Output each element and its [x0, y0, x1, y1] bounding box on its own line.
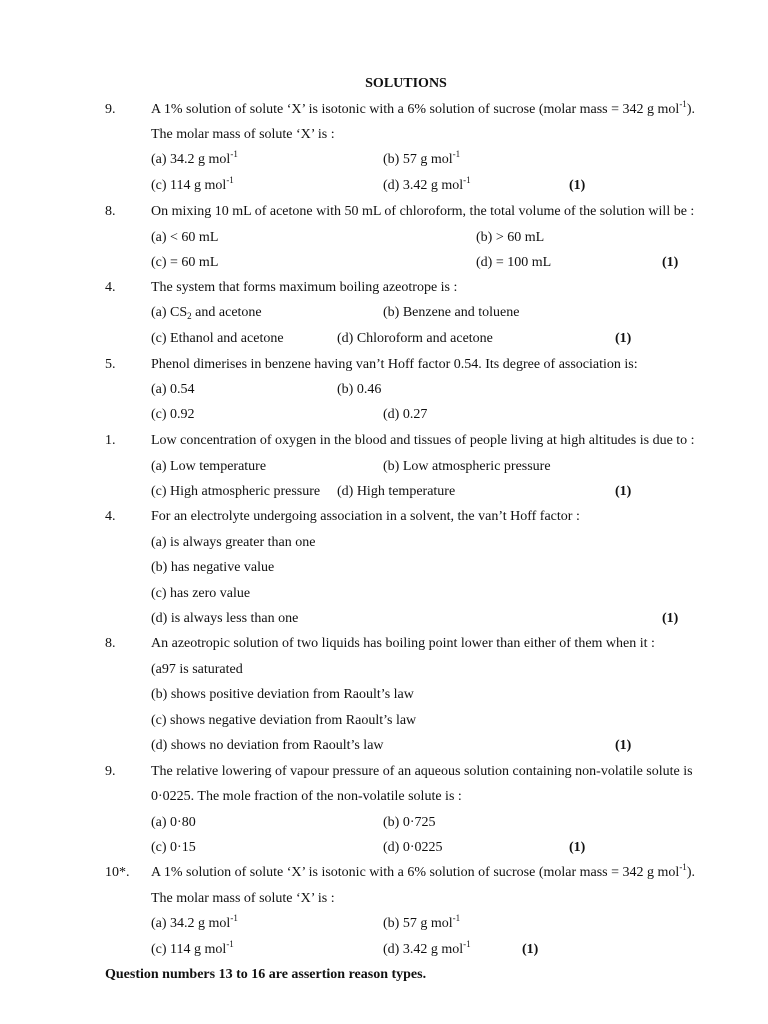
option-d: (d) 0.27: [383, 407, 428, 422]
option-c: (c) 114 g mol$^{-1}$: [151, 175, 234, 193]
question-number: 10*.: [105, 865, 130, 880]
question-number: 8.: [105, 636, 116, 651]
option-a: (a97 is saturated: [151, 662, 243, 677]
option-d: (d) 3.42 g mol$^{-1}$: [383, 175, 471, 193]
option-b: (b) 57 g mol$^{-1}$: [383, 149, 461, 167]
option-d: (d) = 100 mL: [476, 255, 552, 270]
option-a: (a) $CS_2$ and acetone: [151, 305, 262, 321]
question-number: 9.: [105, 102, 116, 117]
marks: (1): [662, 611, 679, 626]
marks: (1): [569, 178, 586, 193]
question-stem-continued: 0·0225. The mole fraction of the non-volatile solute is :: [151, 789, 462, 804]
option-b: (b) has negative value: [151, 560, 275, 575]
option-a: (a) is always greater than one: [151, 535, 316, 550]
marks: (1): [615, 331, 632, 346]
option-b: (b) 0·725: [383, 815, 436, 830]
section-note: Question numbers 13 to 16 are assertion reason types.: [105, 967, 427, 982]
question-stem: Low concentration of oxygen in the blood and tissues of people living at high altitudes is due to :: [151, 433, 695, 448]
option-a: (a) 34.2 g mol$^{-1}$: [151, 913, 238, 931]
question-number: 1.: [105, 433, 116, 448]
question-stem-continued: The molar mass of solute ‘X’ is :: [151, 127, 335, 142]
marks: (1): [615, 484, 632, 499]
option-b: (b) Low atmospheric pressure: [383, 459, 551, 474]
option-d: (d) High temperature: [337, 484, 456, 499]
option-b: (b) Benzene and toluene: [383, 305, 520, 320]
marks: (1): [522, 942, 539, 957]
option-b: (b) 57 g mol$^{-1}$: [383, 913, 461, 931]
question-stem: For an electrolyte undergoing association in a solvent, the van’t Hoff factor :: [151, 509, 580, 524]
page-title: SOLUTIONS: [365, 76, 447, 91]
option-b: (b) > 60 mL: [476, 230, 545, 245]
marks: (1): [569, 840, 586, 855]
option-c: (c) = 60 mL: [151, 255, 219, 270]
option-c: (c) 0·15: [151, 840, 196, 855]
option-a: (a) 0.54: [151, 382, 195, 397]
question-number: 4.: [105, 509, 116, 524]
option-c: (c) 114 g mol$^{-1}$: [151, 939, 234, 957]
question-stem: An azeotropic solution of two liquids has boiling point lower than either of them when it :: [151, 636, 655, 651]
option-a: (a) 34.2 g mol$^{-1}$: [151, 149, 238, 167]
question-number: 8.: [105, 204, 116, 219]
option-c: (c) High atmospheric pressure: [151, 484, 321, 499]
option-b: (b) 0.46: [337, 382, 382, 397]
question-number: 5.: [105, 357, 116, 372]
question-stem: The system that forms maximum boiling azeotrope is :: [151, 280, 458, 295]
option-d: (d) 0·0225: [383, 840, 443, 855]
option-a: (a) 0·80: [151, 815, 196, 830]
option-a: (a) Low temperature: [151, 459, 267, 474]
question-stem: On mixing 10 mL of acetone with 50 mL of chloroform, the total volume of the solution will be :: [151, 204, 695, 219]
question-number: 4.: [105, 280, 116, 295]
option-c: (c) shows negative deviation from Raoult’s law: [151, 713, 417, 728]
option-c: (c) has zero value: [151, 586, 251, 601]
question-stem: The relative lowering of vapour pressure of an aqueous solution containing non-volatile solute is: [151, 764, 693, 779]
question-number: 9.: [105, 764, 116, 779]
option-c: (c) Ethanol and acetone: [151, 331, 284, 346]
option-b: (b) shows positive deviation from Raoult’s law: [151, 687, 414, 702]
option-c: (c) 0.92: [151, 407, 195, 422]
option-d: (d) is always less than one: [151, 611, 299, 626]
option-d: (d) Chloroform and acetone: [337, 331, 493, 346]
marks: (1): [615, 738, 632, 753]
question-stem-continued: The molar mass of solute ‘X’ is :: [151, 891, 335, 906]
question-stem: Phenol dimerises in benzene having van’t Hoff factor 0.54. Its degree of association is:: [151, 357, 638, 372]
question-stem: A 1% solution of solute ‘X’ is isotonic with a 6% solution of sucrose (molar mass = 342 g mol$^{-1}$).: [151, 99, 695, 117]
option-a: (a) < 60 mL: [151, 230, 219, 245]
option-d: (d) shows no deviation from Raoult’s law: [151, 738, 384, 753]
question-stem: A 1% solution of solute ‘X’ is isotonic with a 6% solution of sucrose (molar mass = 342 g mol$^{-1}$).: [151, 862, 695, 880]
marks: (1): [662, 255, 679, 270]
option-d: (d) 3.42 g mol$^{-1}$: [383, 939, 471, 957]
